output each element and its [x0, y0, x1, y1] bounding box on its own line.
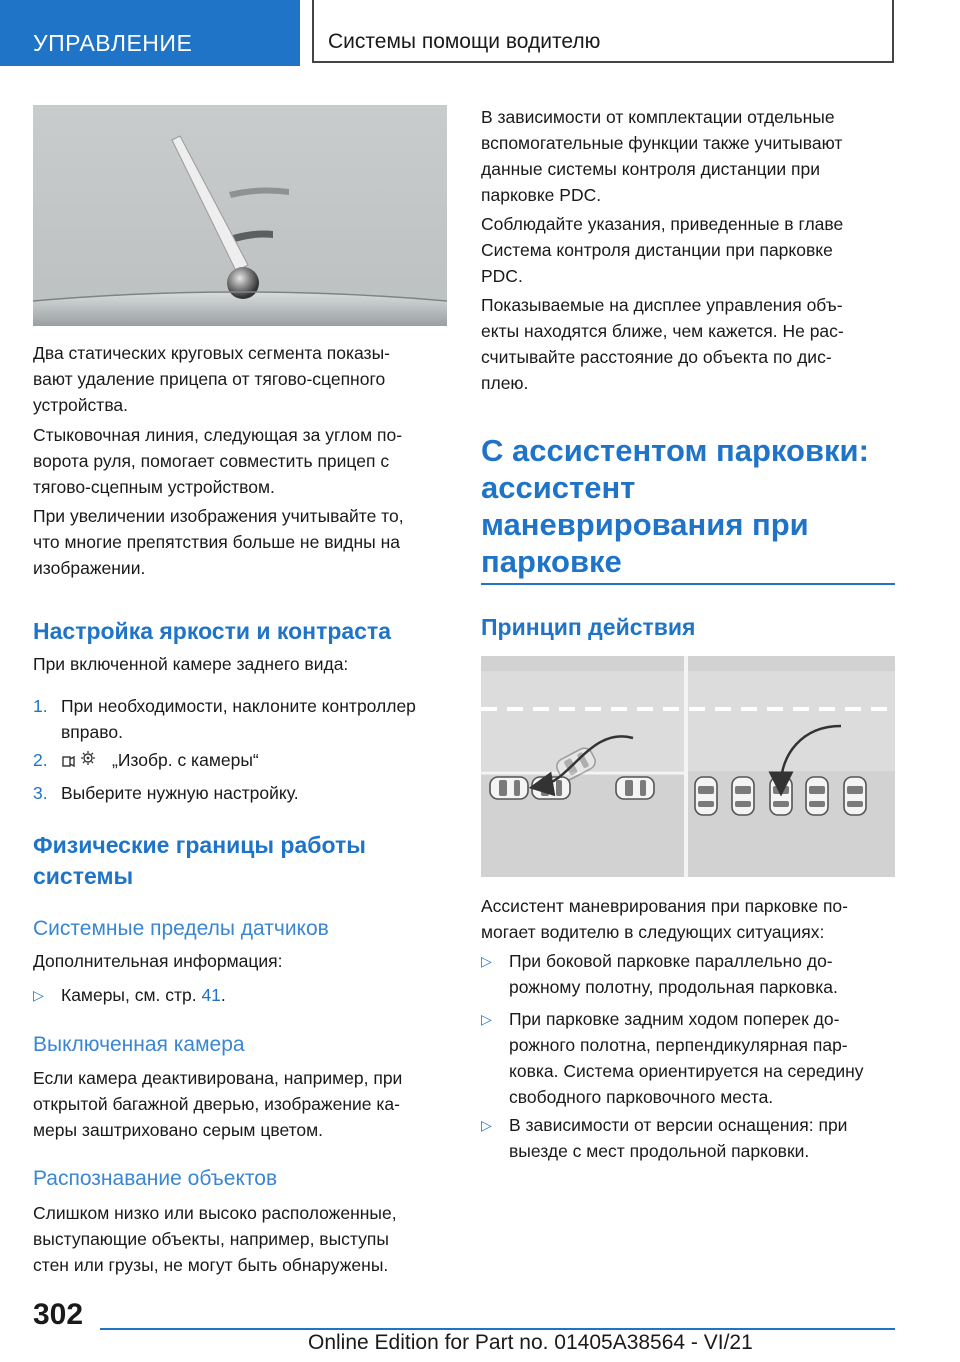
page-number: 302 — [33, 1298, 84, 1331]
paragraph-line: меры заштриховано серым цветом. — [33, 1120, 324, 1140]
situation-bullet — [481, 948, 896, 1000]
step-item — [33, 780, 451, 806]
page-reference-link[interactable]: 41 — [201, 985, 221, 1005]
edition-note: Online Edition for Part no. 01405A38564 - VI/21 — [308, 1331, 753, 1354]
bullet-line: выезде с мест продольной парковки. — [509, 1141, 810, 1161]
chapter-heading: С ассистентом парковки: — [481, 433, 869, 468]
paragraph-line: В зависимости от комплектации отдельные — [481, 107, 835, 127]
paragraph-line: стен или грузы, не могут быть обнаружены. — [33, 1255, 389, 1275]
paragraph-line: изображении. — [33, 558, 146, 578]
paragraph-line: открытой багажной дверью, изображение ка- — [33, 1094, 400, 1114]
paragraph-line: Показываемые на дисплее управления объ- — [481, 295, 843, 315]
triangle-bullet-icon: ▷ — [33, 987, 44, 1003]
brightness-intro: При включенной камере заднего вида: — [33, 654, 349, 674]
parking-maneuver-illustration — [481, 656, 895, 877]
footer-divider — [100, 1328, 895, 1330]
sensor-bullet-text: Камеры, см. стр. — [61, 985, 202, 1005]
chapter-heading: парковке — [481, 544, 622, 579]
step-number: 2. — [33, 750, 48, 770]
paragraph-line: плею. — [481, 373, 529, 393]
paragraph-line: Ассистент маневрирования при парковке по- — [481, 896, 848, 916]
situation-bullet — [481, 1006, 896, 1110]
paragraph-line: Слишком низко или высоко расположенные, — [33, 1203, 397, 1223]
paragraph-line: данные системы контроля дистанции при — [481, 159, 821, 179]
chapter-heading: маневрирования при — [481, 507, 809, 542]
section-tab — [0, 0, 300, 66]
paragraph-line: могает водителю в следующих ситуациях: — [481, 922, 825, 942]
bullet-line: ковка. Система ориентируется на середину — [509, 1061, 864, 1081]
caption-line: Два статических круговых сегмента показы- — [33, 343, 390, 363]
paragraph-line: екты находятся ближе, чем кажется. Не рас- — [481, 321, 844, 341]
step-item — [33, 693, 451, 745]
heading-camera-off: Выключенная камера — [33, 1033, 245, 1056]
paragraph-line: PDC. — [481, 266, 523, 286]
bullet-line: рожного полотна, перпендикулярная пар- — [509, 1035, 848, 1055]
section-title: УПРАВЛЕНИЕ — [33, 30, 193, 56]
sensor-intro: Дополнительная информация: — [33, 951, 283, 971]
step-text: При необходимости, наклоните контроллер — [61, 696, 416, 716]
heading-physical-limits: системы — [33, 863, 134, 889]
paragraph-line: парковке PDC. — [481, 185, 602, 205]
heading-object-detection: Распознавание объектов — [33, 1167, 278, 1190]
paragraph-line: При увеличении изображения учитывайте то, — [33, 506, 404, 526]
paragraph-line: что многие препятствия больше не видны на — [33, 532, 400, 552]
heading-principle: Принцип действия — [481, 614, 696, 640]
paragraph-line: Соблюдайте указания, приведенные в главе — [481, 214, 844, 234]
bullet-line: При парковке задним ходом поперек до- — [509, 1009, 840, 1029]
heading-brightness: Настройка яркости и контраста — [33, 618, 392, 644]
chapter-title: Системы помощи водителю — [328, 30, 601, 53]
triangle-bullet-icon: ▷ — [481, 1117, 492, 1133]
triangle-bullet-icon: ▷ — [481, 953, 492, 969]
bullet-line: В зависимости от версии оснащения: при — [509, 1115, 848, 1135]
paragraph-line: ворота руля, помогает совместить прицеп с — [33, 451, 390, 471]
bullet-line: рожному полотну, продольная парковка. — [509, 977, 838, 997]
step-item — [33, 747, 451, 773]
heading-sensor-limits: Системные пределы датчиков — [33, 917, 329, 940]
heading-physical-limits: Физические границы работы — [33, 832, 366, 858]
paragraph-line: выступающие объекты, например, выступы — [33, 1229, 389, 1249]
paragraph-line: Система контроля дистанции при парковке — [481, 240, 833, 260]
caption-line: устройства. — [33, 395, 129, 415]
triangle-bullet-icon: ▷ — [481, 1011, 492, 1027]
chapter-heading: ассистент — [481, 470, 636, 505]
trailer-hitch-camera-image — [33, 105, 447, 326]
paragraph-line: вспомогательные функции также учитывают — [481, 133, 843, 153]
sensor-bullet-end: . — [220, 985, 226, 1005]
step-number: 1. — [33, 696, 48, 716]
camera-settings-icon — [61, 749, 101, 771]
paragraph-line: Если камера деактивирована, например, при — [33, 1068, 403, 1088]
paragraph-line: тягово-сцепным устройством. — [33, 477, 275, 497]
step-number: 3. — [33, 783, 48, 803]
chapter-tab — [312, 0, 894, 63]
paragraph-line: считывайте расстояние до объекта по дис- — [481, 347, 832, 367]
situation-bullet — [481, 1112, 896, 1164]
heading-divider — [481, 583, 895, 585]
bullet-line: свободного парковочного места. — [509, 1087, 774, 1107]
sensor-bullet — [33, 982, 451, 1008]
bullet-line: При боковой парковке параллельно до- — [509, 951, 833, 971]
step-text: вправо. — [61, 722, 123, 742]
sensor-bullet-line — [61, 982, 451, 1008]
step-text: Выберите нужную настройку. — [61, 783, 299, 803]
caption-line: вают удаление прицепа от тягово-сцепного — [33, 369, 386, 389]
paragraph-line: Стыковочная линия, следующая за углом по- — [33, 425, 403, 445]
step-text: „Изобр. с камеры“ — [112, 750, 259, 770]
